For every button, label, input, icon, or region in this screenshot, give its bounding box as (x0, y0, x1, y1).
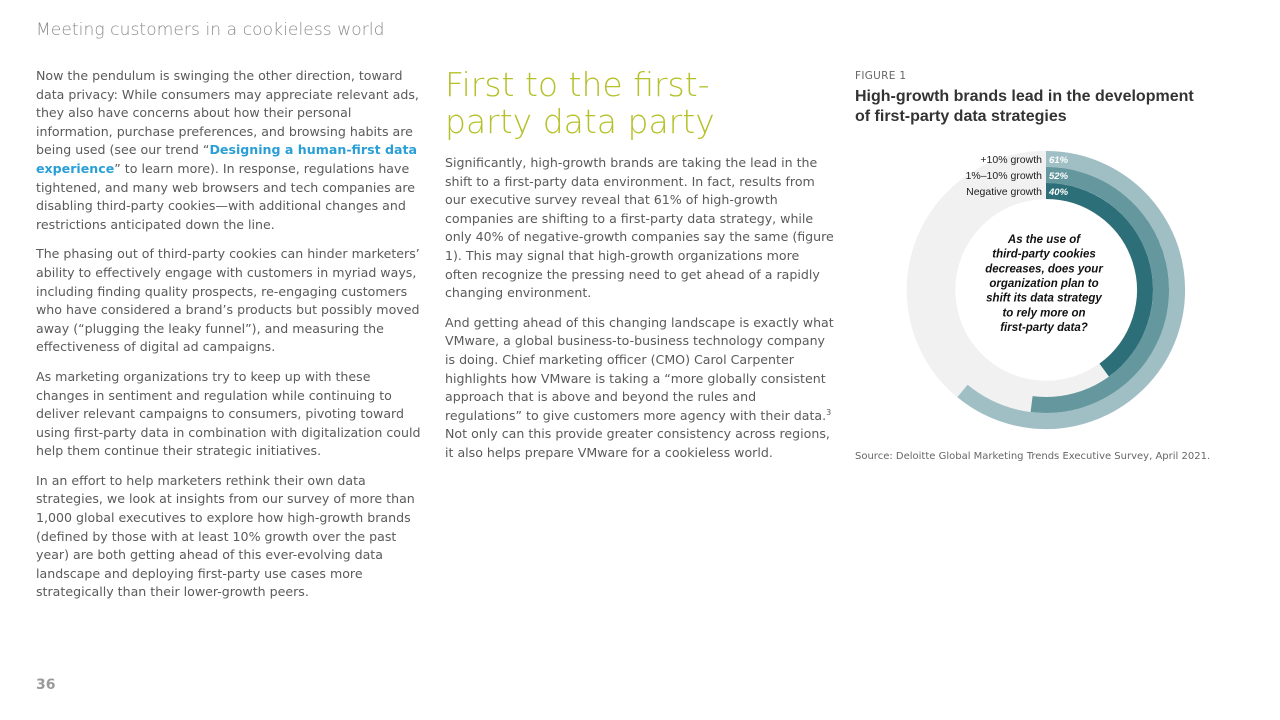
chart-series-label-2: Negative growth (966, 186, 1042, 198)
chart-center-text-line: organization plan to (989, 278, 1099, 290)
chart-center-text-line: to rely more on (1002, 307, 1086, 320)
chart-center-text-line: As the use of (1007, 233, 1081, 246)
paragraph-2: The phasing out of third-party cookies can hinder marketers’ ability to effectively engage with customers in myriad ways, including finding quality prospects, re-engaging customers who have considered a brand’s products but possibly moved away (“plugging the leaky funnel”), and measuring the effectiveness of digital ad campaigns. (36, 246, 420, 355)
paragraph-6 (445, 314, 835, 463)
paragraph-5: Significantly, high-growth brands are taking the lead in the shift to a first-party data environment. In fact, results from our executive survey reveal that 61% of high-growth companies are shifting to a first-party data strategy, while only 40% of negative-growth companies say the same (figure 1). This may signal that high-growth organizations more often recognize the pressing need to get ahead of a rapidly changing environment. (445, 155, 834, 301)
paragraph-1 (36, 67, 422, 234)
paragraph-3: As marketing organizations try to keep up with these changes in sentiment and regulation while continuing to deliver relevant campaigns to consumers, pivoting toward using first-party data in combination with digitalization could help them continue their strategic initiatives. (36, 368, 421, 459)
body-column-left (36, 67, 422, 613)
body-column-middle (445, 66, 835, 474)
chart-center-text-line: first-party data? (1000, 322, 1088, 335)
running-title: Meeting customers in a cookieless world (36, 20, 385, 40)
trend-link[interactable]: Designing a human-first data experience (36, 142, 418, 176)
chart-series-label-0: +10% growth (980, 154, 1042, 166)
chart-value-label-0: 61% (1049, 155, 1069, 166)
paragraph-6-text-end: Not only can this provide greater consistency across regions, it also helps prepare VMware for a cookieless world. (445, 426, 830, 460)
chart-value-label-2: 40% (1049, 187, 1069, 198)
paragraph-1-text-start: Now the pendulum is swinging the other direction, toward data privacy: While consumers may appreciate relevant ads, they also have concerns about how their personal information, purchase preferences, and browsing habits are being used (see our trend “ (36, 68, 419, 158)
figure (855, 70, 1195, 127)
chart-center-text-line: decreases, does your (985, 263, 1103, 276)
chart-center-text-line: shift its data strategy (986, 292, 1102, 305)
paragraph-4: In an effort to help marketers rethink their own data strategies, we look at insights from our survey of more than 1,000 global executives to explore how high-growth brands (defined by those with at least 10% growth over the past year) are both getting ahead of this ever-evolving data landscape and deploying first-party use cases more strategically than their lower-growth peers. (36, 472, 415, 600)
section-heading: First to the first-party data party (445, 65, 715, 141)
chart-value-label-1: 52% (1049, 171, 1069, 182)
page-number: 36 (36, 677, 56, 693)
footnote-ref[interactable]: 3 (826, 407, 832, 417)
chart-series-label-1: 1%–10% growth (965, 170, 1042, 182)
figure-source: Source: Deloitte Global Marketing Trends Executive Survey, April 2021. (855, 451, 1211, 462)
chart-center-text-line: third-party cookies (992, 248, 1096, 261)
radial-bar-chart (855, 140, 1195, 440)
paragraph-6-text-start: And getting ahead of this changing landscape is exactly what VMware, a global business-to-business technology company is doing. Chief marketing officer (CMO) Carol Carpenter highlights how VMware is taking a “more globally consistent approach that is above and beyond the rules and regulations” to give customers more agency with their data. (445, 314, 834, 423)
paragraph-1-text-end: ” to learn more). In response, regulations have tightened, and many web browsers and tech companies are disabling third-party cookies—with additional changes and restrictions anticipated down the line. (36, 160, 416, 232)
figure-title: High-growth brands lead in the development of first-party data strategies (855, 88, 1194, 125)
figure-label: FIGURE 1 (855, 70, 907, 82)
